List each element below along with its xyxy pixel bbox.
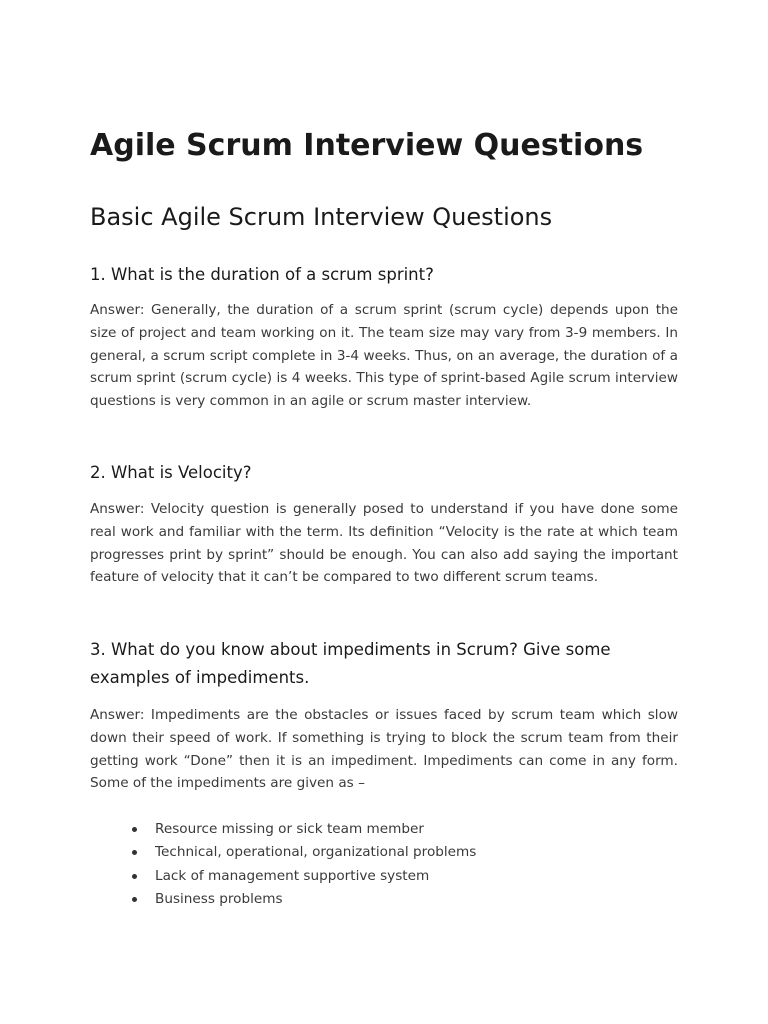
question-2-answer: Answer: Velocity question is generally posed to understand if you have done some real work and familiar with the term. Its definition “Velocity is the rate at which team progresses print by sprint” should be enough. You can also add saying the important feature of velocity that it can’t be compared to two different scrum teams. xyxy=(90,501,678,586)
question-2-heading: 2. What is Velocity? xyxy=(90,463,252,482)
question-3-heading: 3. What do you know about impediments in Scrum? Give some examples of impediments. xyxy=(90,640,611,687)
list-item-text: Resource missing or sick team member xyxy=(155,821,424,837)
list-item xyxy=(90,888,650,911)
impediments-list xyxy=(90,818,650,911)
list-item xyxy=(90,865,650,888)
list-item xyxy=(90,818,650,841)
section-title: Basic Agile Scrum Interview Questions xyxy=(90,203,553,231)
bullet-icon xyxy=(132,850,137,855)
question-1-answer: Answer: Generally, the duration of a scrum sprint (scrum cycle) depends upon the size of project and team working on it. The team size may vary from 3-9 members. In general, a scrum script complete in 3-4 weeks. Thus, on an average, the duration of a scrum sprint (scrum cycle) is 4 weeks. This type of sprint-based Agile scrum interview questions is very common in an agile or scrum master interview. xyxy=(90,302,678,410)
list-item-text: Technical, operational, organizational problems xyxy=(155,844,477,861)
list-item-text: Lack of management supportive system xyxy=(155,867,430,884)
bullet-icon xyxy=(132,827,137,832)
bullet-icon xyxy=(132,897,137,902)
list-item xyxy=(90,841,650,864)
page-title: Agile Scrum Interview Questions xyxy=(90,128,644,163)
bullet-icon xyxy=(132,874,137,879)
question-3-answer: Answer: Impediments are the obstacles or issues faced by scrum team which slow down their speed of work. If something is trying to block the scrum team from their getting work “Done” then it is an impediment. Impediments can come in any form. Some of the impediments are given as – xyxy=(90,707,678,792)
list-item-text: Business problems xyxy=(155,890,283,907)
question-1-heading: 1. What is the duration of a scrum sprint? xyxy=(90,265,434,284)
